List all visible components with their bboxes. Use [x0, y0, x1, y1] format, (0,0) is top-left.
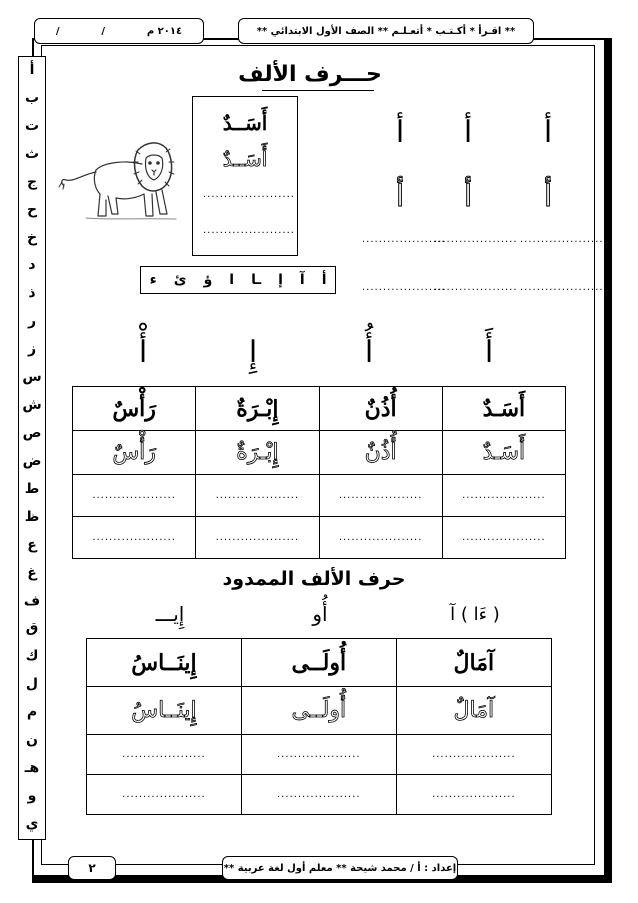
- sidebar-letter: أ: [29, 62, 35, 78]
- sidebar-letter: ل: [25, 676, 39, 693]
- lion-icon: [56, 120, 184, 224]
- sidebar-letter: و: [27, 787, 37, 804]
- table-cell: أُولَــى: [241, 639, 396, 687]
- table-row: [73, 387, 566, 431]
- alef-form: إ: [278, 272, 283, 288]
- traced-cell: أُولَــى: [241, 687, 396, 735]
- table-row: [73, 431, 566, 475]
- alef-form: ا: [229, 272, 235, 288]
- sidebar-letter: ط: [24, 480, 40, 497]
- lion-illustration: [56, 120, 184, 224]
- letter-alef-r1c3: أ: [395, 115, 405, 150]
- table-cell: آمَالٌ: [396, 639, 551, 687]
- madd-label-alef: ( ءَا ) آ: [450, 604, 500, 625]
- traced-cell: أَسَـدٌ: [442, 431, 565, 475]
- writing-cell[interactable]: ....................: [396, 735, 551, 775]
- writing-cell[interactable]: ....................: [319, 517, 442, 559]
- section-title-alef: حـــرف الألف: [238, 62, 382, 87]
- writing-cell[interactable]: ....................: [241, 735, 396, 775]
- title-underline: [262, 90, 374, 91]
- letter-alef-r1c2: أ: [463, 115, 473, 150]
- table-row: [87, 639, 552, 687]
- sidebar-letter: م: [26, 704, 38, 721]
- sidebar-letter: ك: [25, 648, 39, 665]
- alef-form: ء: [149, 272, 157, 288]
- writing-line[interactable]: ......................: [203, 189, 295, 200]
- writing-cell[interactable]: ....................: [396, 775, 551, 815]
- sidebar-letter: هـ: [24, 760, 40, 777]
- table-row: [87, 775, 552, 815]
- author-credit: إعداد : أ / محمد شيحة ** معلم أول لغة عربية **: [222, 856, 458, 880]
- sidebar-letter: ص: [22, 424, 42, 441]
- sidebar-letter: ز: [27, 341, 37, 358]
- sidebar-letter: د: [28, 257, 36, 274]
- table-row: [87, 687, 552, 735]
- date-sep-2: /: [55, 25, 60, 37]
- alef-forms-strip: [140, 266, 336, 294]
- letter-alef-r1c1: أ: [543, 115, 553, 150]
- writing-line[interactable]: ....................: [362, 282, 446, 293]
- alphabet-sidebar: [18, 56, 46, 840]
- sidebar-letter: س: [22, 369, 42, 386]
- writing-line[interactable]: ....................: [434, 234, 518, 245]
- writing-line[interactable]: ....................: [434, 282, 518, 293]
- sidebar-letter: ظ: [24, 508, 40, 525]
- writing-cell[interactable]: ....................: [196, 517, 319, 559]
- table-cell: رَأْسٌ: [73, 387, 196, 431]
- writing-cell[interactable]: ....................: [196, 475, 319, 517]
- traced-alef-r2c2: أ: [463, 179, 473, 214]
- alef-kasra: إِ: [248, 335, 258, 370]
- sidebar-letter: ن: [26, 732, 38, 749]
- sidebar-letter: ي: [25, 815, 39, 832]
- sidebar-letter: ت: [24, 117, 40, 134]
- alef-sukun: أْ: [138, 335, 148, 370]
- table-row: [73, 517, 566, 559]
- writing-cell[interactable]: ....................: [87, 735, 242, 775]
- madd-label-ya: إِيـــ: [155, 602, 185, 626]
- page-number: ٢: [68, 856, 116, 880]
- sidebar-letter: ق: [25, 620, 39, 637]
- sidebar-letter: ش: [22, 397, 42, 414]
- alef-form: أ: [321, 272, 327, 288]
- sidebar-letter: خ: [26, 229, 38, 246]
- sidebar-letter: ب: [24, 89, 40, 106]
- traced-cell: إِبْـرَةٌ: [196, 431, 319, 475]
- alef-fatha: أَ: [484, 335, 494, 370]
- writing-line[interactable]: ....................: [362, 234, 446, 245]
- worksheet-title: ** اقـرأ * أكـتـب * أتعـلـم ** الصف الأول الابتدائي **: [238, 18, 534, 44]
- traced-alef-r2c3: أ: [395, 179, 405, 214]
- writing-line[interactable]: ....................: [520, 282, 604, 293]
- traced-cell: رَأْسٌ: [73, 431, 196, 475]
- sidebar-letter: غ: [27, 564, 37, 581]
- table-cell: أُذُنٌ: [319, 387, 442, 431]
- table-row: [73, 475, 566, 517]
- sidebar-letter: ح: [26, 201, 38, 218]
- sidebar-letter: ف: [23, 592, 41, 609]
- table-cell: أَسَـدٌ: [442, 387, 565, 431]
- alef-form: ئ: [173, 272, 187, 288]
- example-word: أَسَــدٌ: [222, 111, 268, 135]
- writing-line[interactable]: ....................: [520, 234, 604, 245]
- alef-form: ـا: [251, 272, 262, 288]
- writing-cell[interactable]: ....................: [442, 475, 565, 517]
- words-table-1: [72, 386, 566, 559]
- sidebar-letter: ض: [22, 452, 42, 469]
- writing-cell[interactable]: ....................: [442, 517, 565, 559]
- traced-cell: إِينَــاسُ: [87, 687, 242, 735]
- writing-cell[interactable]: ....................: [319, 475, 442, 517]
- alef-form: ؤ: [203, 272, 213, 288]
- date-year: ٢٠١٤ م: [146, 25, 183, 37]
- sidebar-letter: ث: [24, 145, 40, 162]
- traced-cell: آمَالٌ: [396, 687, 551, 735]
- sidebar-letter: ج: [26, 173, 38, 190]
- table-cell: إِبْـرَةٌ: [196, 387, 319, 431]
- writing-cell[interactable]: ....................: [241, 775, 396, 815]
- sidebar-letter: ر: [27, 313, 37, 330]
- sidebar-letter: ذ: [28, 285, 36, 302]
- madd-label-waw: أُو: [312, 602, 328, 626]
- date-field: [34, 18, 204, 44]
- words-table-2: [86, 638, 552, 815]
- table-row: [87, 735, 552, 775]
- traced-alef-r2c1: أ: [543, 179, 553, 214]
- writing-cell[interactable]: ....................: [73, 475, 196, 517]
- example-word-box: [192, 96, 298, 256]
- writing-cell[interactable]: ....................: [87, 775, 242, 815]
- writing-cell[interactable]: ....................: [73, 517, 196, 559]
- alef-damma: أُ: [364, 335, 374, 370]
- date-sep-1: /: [101, 25, 106, 37]
- section-title-madd: حرف الألف الممدود: [222, 568, 406, 590]
- traced-cell: أُذُنٌ: [319, 431, 442, 475]
- writing-line[interactable]: ......................: [203, 225, 295, 236]
- example-word-traced: أَسَــدٌ: [222, 147, 268, 171]
- sidebar-letter: ع: [27, 536, 37, 553]
- alef-form: آ: [299, 272, 305, 288]
- table-cell: إِينَــاسُ: [87, 639, 242, 687]
